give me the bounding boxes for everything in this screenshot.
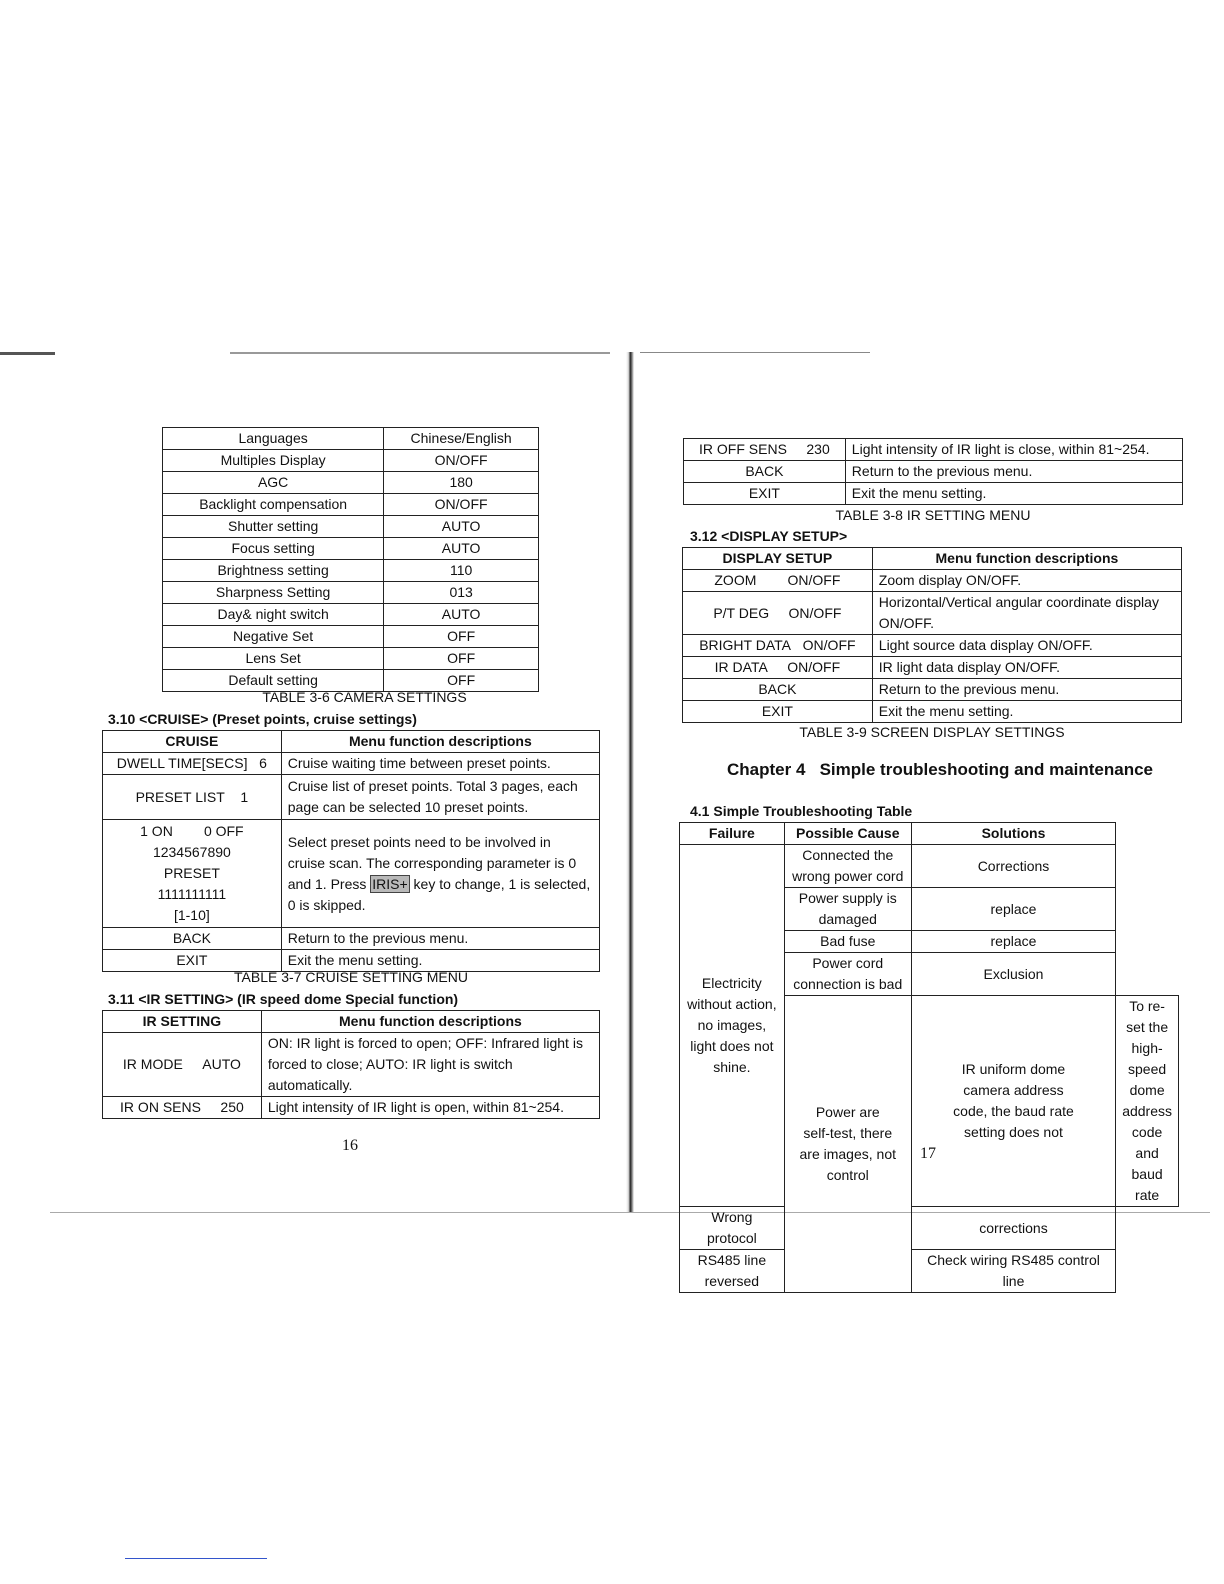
setting-value: 180	[384, 472, 539, 494]
solution: Check wiring RS485 control line	[911, 1250, 1115, 1293]
setting-name: Brightness setting	[163, 560, 384, 582]
book-spine	[626, 352, 634, 1212]
possible-cause: IR uniform dome camera address code, the baud rate setting does not	[911, 996, 1115, 1207]
menu-item-description: Exit the menu setting.	[281, 950, 599, 972]
table-caption: TABLE 3-6 CAMERA SETTINGS	[262, 689, 467, 705]
menu-item-description: Cruise list of preset points. Total 3 pages, each page can be selected 10 preset points.	[281, 775, 599, 820]
section-heading: 3.10 <CRUISE> (Preset points, cruise settings)	[108, 711, 417, 727]
ir-setting-table	[102, 1010, 600, 1119]
setting-value: AUTO	[384, 538, 539, 560]
setting-name: AGC	[163, 472, 384, 494]
menu-item-zoom: ZOOM ON/OFF	[683, 570, 873, 592]
solution: Exclusion	[911, 953, 1115, 996]
possible-cause: RS485 line reversed	[680, 1250, 785, 1293]
menu-item-description: Return to the previous menu.	[281, 928, 599, 950]
column-header: Menu function descriptions	[872, 548, 1181, 570]
table-caption: TABLE 3-8 IR SETTING MENU	[835, 507, 1031, 523]
menu-item-preset-list: PRESET LIST 1	[103, 775, 282, 820]
menu-item-description: Return to the previous menu.	[872, 679, 1181, 701]
setting-value: 110	[384, 560, 539, 582]
scan-edge-top-mid	[230, 352, 610, 354]
setting-name: Day& night switch	[163, 604, 384, 626]
possible-cause: Power supply is damaged	[784, 888, 911, 931]
menu-item-ir-data: IR DATA ON/OFF	[683, 657, 873, 679]
possible-cause: Connected the wrong power cord	[784, 845, 911, 888]
table-caption: TABLE 3-9 SCREEN DISPLAY SETTINGS	[799, 724, 1065, 740]
menu-item-description: Return to the previous menu.	[845, 461, 1182, 483]
setting-value: Chinese/English	[384, 428, 539, 450]
column-header: Solutions	[911, 823, 1115, 845]
menu-item-ir-on-sens: IR ON SENS 250	[103, 1097, 262, 1119]
solution: replace	[911, 931, 1115, 953]
setting-value: AUTO	[384, 604, 539, 626]
column-header: CRUISE	[103, 731, 282, 753]
page-number: 17	[920, 1145, 936, 1162]
solution: Corrections	[911, 845, 1115, 888]
cruise-table	[102, 730, 600, 972]
setting-value: 013	[384, 582, 539, 604]
solution: To re-set the high-speed dome address code and baud rate	[1116, 996, 1179, 1207]
menu-item-exit: EXIT	[684, 483, 846, 505]
menu-item-description: Select preset points need to be involved in cruise scan. The corresponding parameter is 0 and 1. Press IRIS+ key to change, 1 is selected, 0 is skipped.	[281, 820, 599, 928]
menu-item-ir-off-sens: IR OFF SENS 230	[684, 439, 846, 461]
chapter-title: Chapter 4 Simple troubleshooting and maintenance	[727, 760, 1154, 779]
setting-name: Focus setting	[163, 538, 384, 560]
setting-name: Languages	[163, 428, 384, 450]
setting-name: Default setting	[163, 670, 384, 692]
column-header: Possible Cause	[784, 823, 911, 845]
setting-value: OFF	[384, 648, 539, 670]
display-setup-table	[682, 547, 1182, 723]
setting-value: ON/OFF	[384, 450, 539, 472]
column-header: IR SETTING	[103, 1011, 262, 1033]
menu-item-back: BACK	[683, 679, 873, 701]
menu-item-description: Light source data display ON/OFF.	[872, 635, 1181, 657]
ir-setting-table-continued	[683, 438, 1183, 505]
setting-name: Backlight compensation	[163, 494, 384, 516]
scan-edge-bottom-link	[125, 1558, 267, 1559]
possible-cause: Power cord connection is bad	[784, 953, 911, 996]
menu-item-back: BACK	[684, 461, 846, 483]
iris-plus-key: IRIS+	[372, 875, 408, 892]
menu-item-ir-mode: IR MODE AUTO	[103, 1033, 262, 1097]
column-header: Menu function descriptions	[281, 731, 599, 753]
solution: corrections	[911, 1207, 1115, 1250]
menu-item-description: Light intensity of IR light is close, within 81~254.	[845, 439, 1182, 461]
setting-name: Negative Set	[163, 626, 384, 648]
menu-item-description: Light intensity of IR light is open, within 81~254.	[261, 1097, 599, 1119]
scan-edge-top-left	[0, 352, 55, 355]
menu-item-description: Horizontal/Vertical angular coordinate display ON/OFF.	[872, 592, 1181, 635]
possible-cause: Bad fuse	[784, 931, 911, 953]
page-number: 16	[342, 1137, 358, 1154]
menu-item-description: Exit the menu setting.	[845, 483, 1182, 505]
failure-no-power-response: Electricity without action, no images, light does not shine.	[680, 845, 785, 1207]
column-header: Failure	[680, 823, 785, 845]
setting-value: ON/OFF	[384, 494, 539, 516]
section-heading: 3.11 <IR SETTING> (IR speed dome Special function)	[108, 991, 459, 1007]
menu-item-preset-block: 1 ON 0 OFF 1234567890 PRESET 1111111111 [1-10]	[103, 820, 282, 928]
menu-item-description: IR light data display ON/OFF.	[872, 657, 1181, 679]
table-caption: TABLE 3-7 CRUISE SETTING MENU	[234, 969, 468, 985]
column-header: Menu function descriptions	[261, 1011, 599, 1033]
scan-edge-top-right	[640, 352, 870, 353]
column-header: DISPLAY SETUP	[683, 548, 873, 570]
failure-no-control: Power are self-test, there are images, not control	[784, 996, 911, 1293]
section-heading: 4.1 Simple Troubleshooting Table	[690, 803, 913, 819]
menu-item-description: Cruise waiting time between preset points.	[281, 753, 599, 775]
setting-name: Sharpness Setting	[163, 582, 384, 604]
menu-item-exit: EXIT	[683, 701, 873, 723]
menu-item-description: Exit the menu setting.	[872, 701, 1181, 723]
menu-item-description: Zoom display ON/OFF.	[872, 570, 1181, 592]
setting-value: OFF	[384, 626, 539, 648]
menu-item-bright-data: BRIGHT DATA ON/OFF	[683, 635, 873, 657]
possible-cause: Wrong protocol	[680, 1207, 785, 1250]
menu-item-dwell-time: DWELL TIME[SECS] 6	[103, 753, 282, 775]
setting-name: Multiples Display	[163, 450, 384, 472]
camera-settings-table	[162, 427, 539, 692]
troubleshooting-table	[679, 822, 1179, 1293]
menu-item-description: ON: IR light is forced to open; OFF: Infrared light is forced to close; AUTO: IR light is switch automatically.	[261, 1033, 599, 1097]
menu-item-pt-deg: P/T DEG ON/OFF	[683, 592, 873, 635]
setting-value: OFF	[384, 670, 539, 692]
setting-name: Lens Set	[163, 648, 384, 670]
solution: replace	[911, 888, 1115, 931]
setting-name: Shutter setting	[163, 516, 384, 538]
section-heading: 3.12 <DISPLAY SETUP>	[690, 528, 848, 544]
menu-item-exit: EXIT	[103, 950, 282, 972]
setting-value: AUTO	[384, 516, 539, 538]
menu-item-back: BACK	[103, 928, 282, 950]
